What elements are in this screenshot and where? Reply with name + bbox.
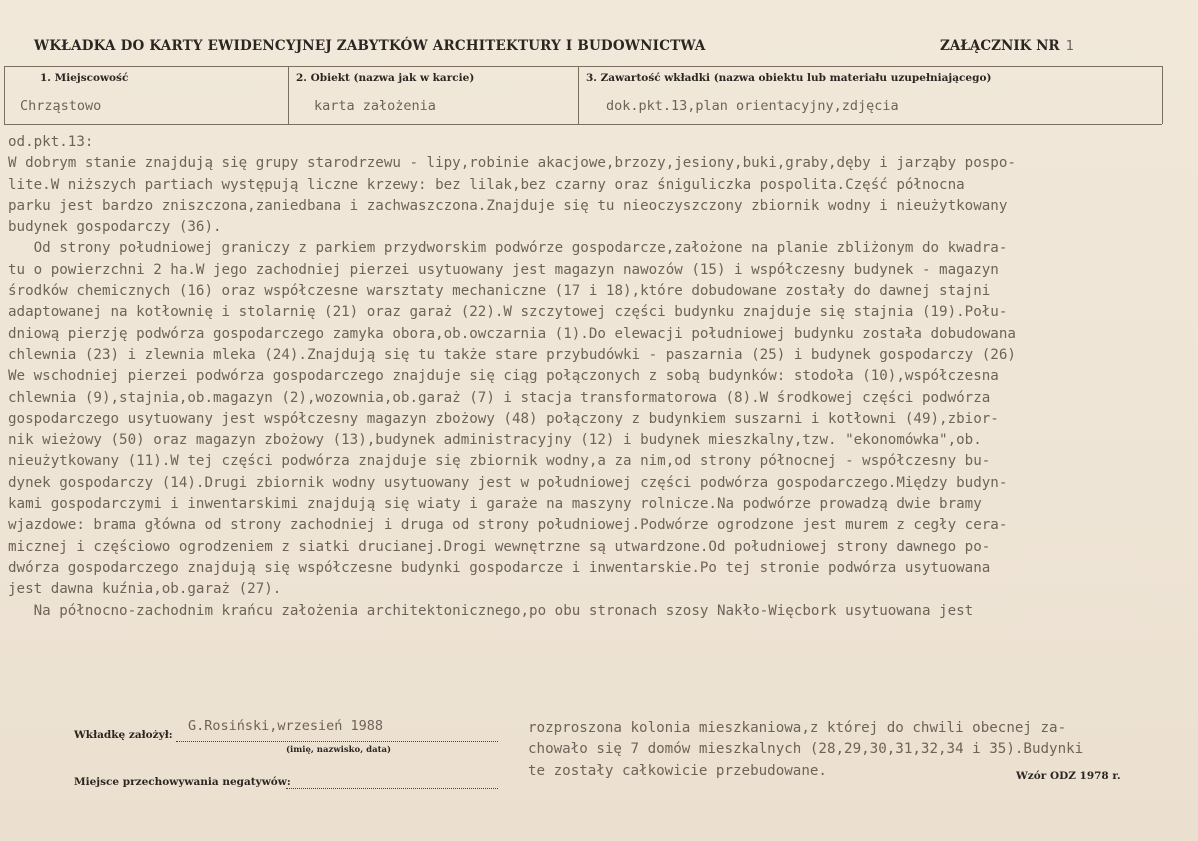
body-line: jest dawna kuźnia,ob.garaż (27). <box>8 581 282 598</box>
body-line: środków chemicznych (16) oraz współczesne warsztaty mechaniczne (17 i 18),które dobudowane zostały do dawnej stajni <box>8 283 991 300</box>
body-line: adaptowanej na kotłownię i stolarnię (21) oraz garaż (22).W szczytowej części budynku znajduje się stajnia (19).Połu- <box>8 304 1008 321</box>
body-line: We wschodniej pierzei podwórza gospodarczego znajduje się ciąg połączonych z sobą budynków: stodoła (10),współczesna <box>8 368 999 385</box>
body-line: dynek gospodarczy (14).Drugi zbiornik wodny usytuowany jest w południowej części podwórza gospodarczego.Między budyn- <box>8 474 1008 491</box>
body-line: parku jest bardzo zniszczona,zaniedbana i zachwaszczona.Znajduje się tu nieoczyszczony zbiornik wodny i nieużytkowany <box>8 197 1008 214</box>
form-model-label: Wzór ODZ 1978 r. <box>1016 770 1121 782</box>
box-divider-2 <box>578 66 579 124</box>
body-line: wjazdowe: brama główna od strony zachodniej i druga od strony południowej.Podwórze ogrodzone jest murem z cegły cera- <box>8 517 1008 534</box>
header-box-bottom-rule <box>4 124 1162 125</box>
locality-label: 1. Miejscowość <box>40 72 129 84</box>
typed-body-text <box>8 132 1198 622</box>
continuation-text <box>528 718 1083 782</box>
contents-value: dok.pkt.13,plan orientacyjny,zdjęcia <box>606 98 899 114</box>
object-value: karta założenia <box>314 98 436 114</box>
attachment-number: 1 <box>1065 38 1074 54</box>
created-by-value: G.Rosiński,wrzesień 1988 <box>188 718 384 734</box>
created-by-label: Wkładkę założył: <box>74 729 173 741</box>
box-divider-left <box>4 66 5 124</box>
card-title: WKŁADKA DO KARTY EWIDENCYJNEJ ZABYTKÓW ARCHITEKTURY I BUDOWNICTWA <box>34 38 706 54</box>
body-line: kami gospodarczymi i inwentarskimi znajdują się wiaty i garaże na maszyny rolnicze.Na podwórze prowadzą dwie bramy <box>8 496 982 513</box>
continuation-line: chowało się 7 domów mieszkalnych (28,29,30,31,32,34 i 35).Budynki <box>528 741 1084 758</box>
body-line: micznej i częściowo ogrodzeniem z siatki drucianej.Drogi wewnętrzne są utwardzone.Od południowej strony dawnego po- <box>8 538 991 555</box>
body-line: chlewnia (23) i zlewnia mleka (24).Znajdują się tu także stare przybudówki - paszarnia (25) i budynek gospodarczy (26) <box>8 346 1016 363</box>
body-line: lite.W niższych partiach występują liczne krzewy: bez lilak,bez czarny oraz śniguliczka pospolita.Część północna <box>8 176 965 193</box>
attachment-number-label <box>940 38 1074 54</box>
created-by-dotted-line <box>176 741 498 742</box>
continuation-line: rozproszona kolonia mieszkaniowa,z której do chwili obecnej za- <box>528 720 1067 736</box>
body-line: tu o powierzchni 2 ha.W jego zachodniej pierzei usytuowany jest magazyn nawozów (15) i współczesny budynek - magazyn <box>8 261 999 278</box>
contents-label: 3. Zawartość wkładki (nazwa obiektu lub materiału uzupełniającego) <box>586 72 992 84</box>
body-line: chlewnia (9),stajnia,ob.magazyn (2),wozownia,ob.garaż (7) i stacja transformatorowa (8).W środkowej części podwórza <box>8 389 991 406</box>
continuation-line: te zostały całkowicie przebudowane. <box>528 762 827 779</box>
body-line: Na północno-zachodnim krańcu założenia architektonicznego,po obu stronach szosy Nakło-Więcbork usytuowana jest <box>8 602 974 619</box>
locality-value: Chrząstowo <box>20 98 102 114</box>
box-divider-right <box>1162 66 1163 124</box>
attachment-label: ZAŁĄCZNIK NR <box>940 38 1060 54</box>
body-line: budynek gospodarczy (36). <box>8 219 222 236</box>
body-line: dwórza gospodarczego znajdują się współczesne budynki gospodarcze i inwentarskie.Po tej stronie podwórza usytuowana <box>8 559 991 576</box>
box-divider-1 <box>288 66 289 124</box>
created-by-hint: (imię, nazwisko, data) <box>286 745 392 755</box>
header-box-top-rule <box>4 66 1162 67</box>
negatives-dotted-line <box>286 788 498 789</box>
body-line: W dobrym stanie znajdują się grupy starodrzewu - lipy,robinie akacjowe,brzozy,jesiony,buki,graby,dęby i jarząby pospo- <box>8 155 1016 172</box>
body-line: gospodarczego usytuowany jest współczesny magazyn zbożowy (48) połączony z budynkiem suszarni i kotłowni (49),zbior- <box>8 410 999 427</box>
body-line: Od strony południowej graniczy z parkiem przydworskim podwórze gospodarcze,założone na planie zbliżonym do kwadra- <box>8 240 1008 257</box>
negatives-location-label: Miejsce przechowywania negatywów: <box>74 776 291 788</box>
body-line: nik wieżowy (50) oraz magazyn zbożowy (13),budynek administracyjny (12) i budynek mieszkalny,tzw. "ekonomówka",ob. <box>8 432 982 449</box>
body-line: od.pkt.13: <box>8 134 94 150</box>
body-line: dniową pierzję podwórza gospodarczego zamyka obora,ob.owczarnia (1).Do elewacji południowej budynku została dobudowana <box>8 325 1016 342</box>
object-label: 2. Obiekt (nazwa jak w karcie) <box>296 72 475 84</box>
body-line: nieużytkowany (11).W tej części podwórza znajduje się zbiornik wodny,a za nim,od strony północnej - współczesny bu- <box>8 453 991 470</box>
